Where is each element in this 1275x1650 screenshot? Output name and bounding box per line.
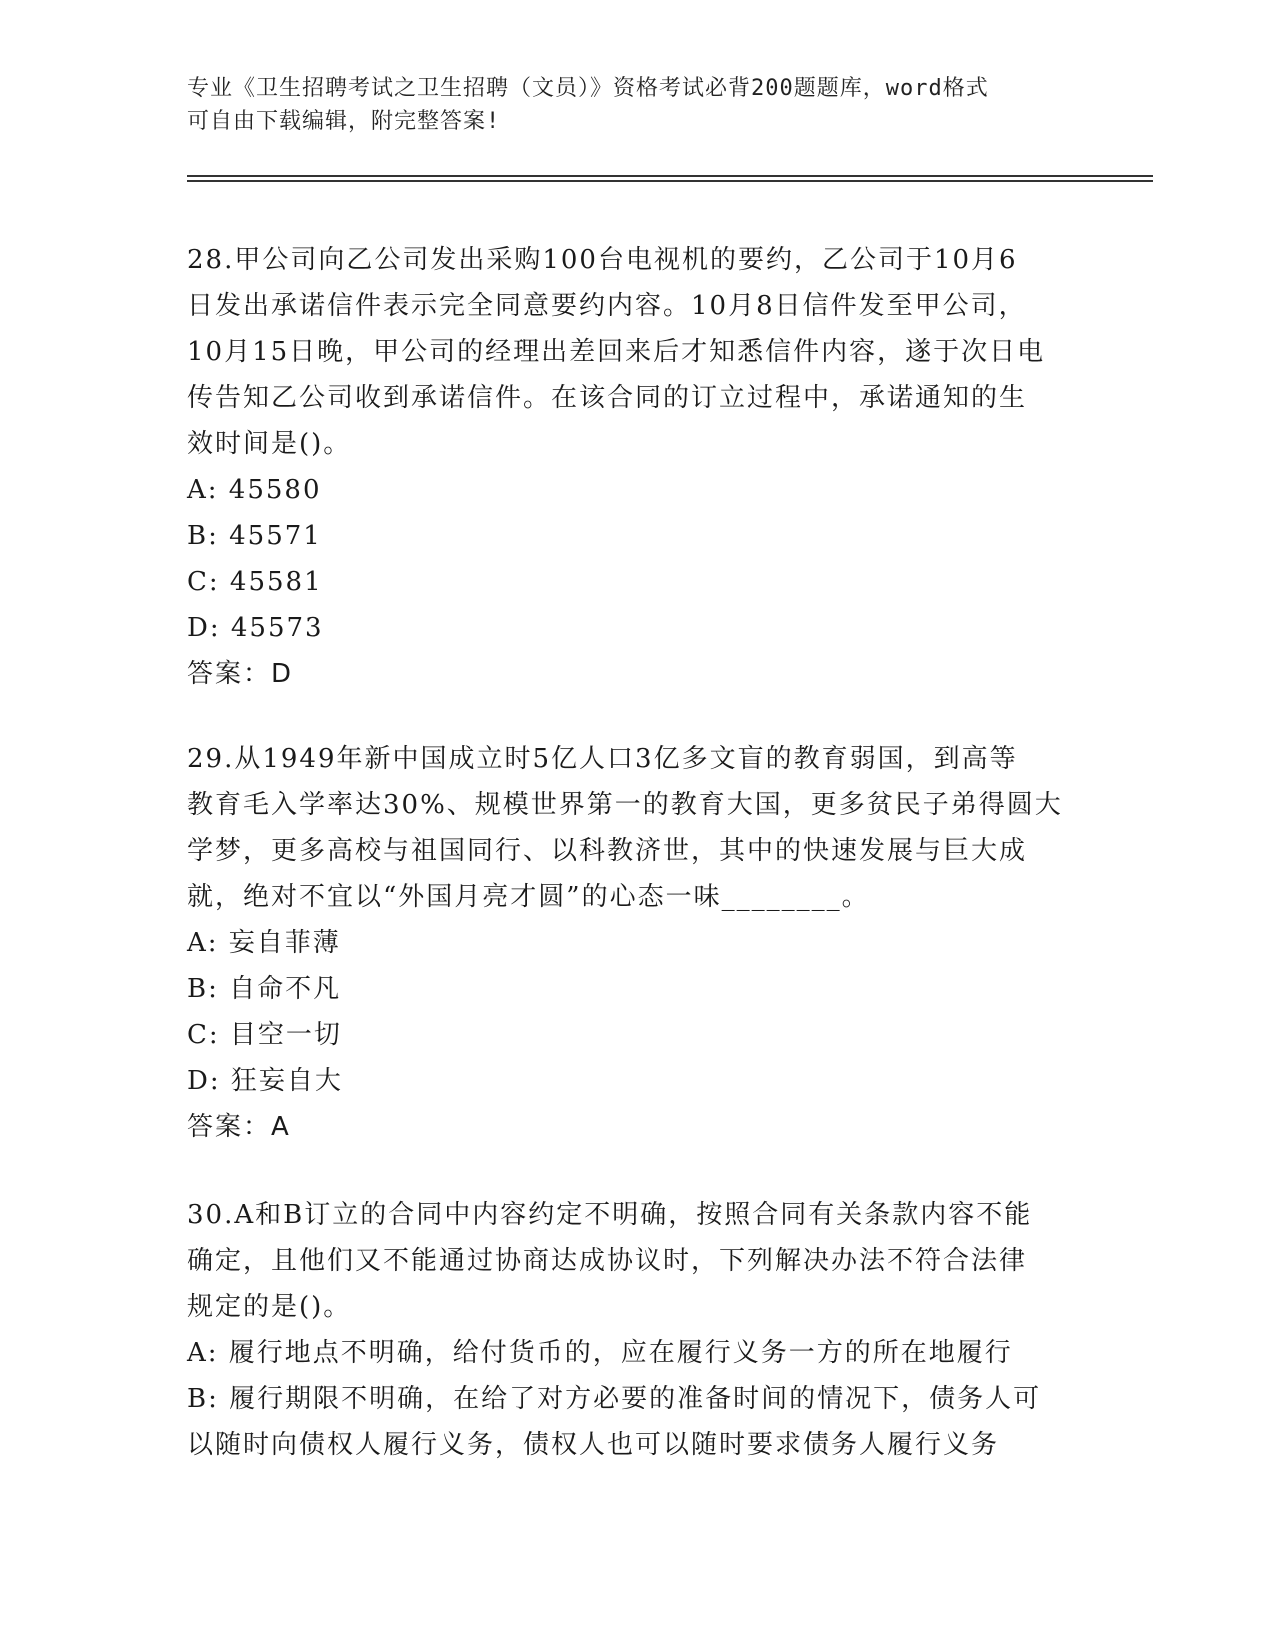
header-divider (187, 180, 1153, 182)
option-d: D: 狂妄自大 (187, 1066, 343, 1096)
answer-line: 答案：D (187, 659, 294, 689)
option-d: D: 45573 (187, 613, 324, 643)
document-header (187, 72, 1087, 138)
option-c: C: 目空一切 (187, 1020, 342, 1050)
option-b: B: 45571 (187, 521, 322, 551)
question-stem-line: 日发出承诺信件表示完全同意要约内容。10月8日信件发至甲公司， (187, 291, 1027, 321)
question-stem-line: 传告知乙公司收到承诺信件。在该合同的订立过程中，承诺通知的生 (187, 383, 1028, 413)
question-stem-line: 10月15日晚，甲公司的经理出差回来后才知悉信件内容，遂于次日电 (187, 337, 1046, 367)
question-stem-line: 教育毛入学率达30%、规模世界第一的教育大国，更多贫民子弟得圆大 (187, 790, 1063, 820)
option-a: A: 45580 (187, 475, 322, 505)
question-stem-line: 就，绝对不宜以“外国月亮才圆”的心态一味________。 (187, 882, 870, 912)
question-stem-line: 28.甲公司向乙公司发出采购100台电视机的要约，乙公司于10月6 (187, 245, 1018, 275)
option-c: C: 45581 (187, 567, 323, 597)
question-29 (187, 736, 1087, 1150)
question-stem-line: 效时间是()。 (187, 429, 352, 459)
question-stem-line: 30.A和B订立的合同中内容约定不明确，按照合同有关条款内容不能 (187, 1200, 1033, 1230)
question-stem-line: 规定的是()。 (187, 1292, 352, 1322)
header-divider (187, 175, 1153, 177)
question-stem-line: 29.从1949年新中国成立时5亿人口3亿多文盲的教育弱国，到高等 (187, 744, 1018, 774)
question-stem-line: 学梦，更多高校与祖国同行、以科教济世，其中的快速发展与巨大成 (187, 836, 1028, 866)
option-b: B: 自命不凡 (187, 974, 342, 1004)
question-30 (187, 1192, 1087, 1468)
header-line-1: 专业《卫生招聘考试之卫生招聘（文员）》资格考试必背200题题库，word格式 (187, 76, 989, 101)
option-b-continued: 以随时向债权人履行义务，债权人也可以随时要求债务人履行义务 (187, 1430, 1000, 1460)
answer-line: 答案：A (187, 1112, 291, 1142)
header-line-2: 可自由下载编辑，附完整答案! (187, 109, 501, 134)
question-28 (187, 237, 1087, 697)
question-stem-line: 确定，且他们又不能通过协商达成协议时，下列解决办法不符合法律 (187, 1246, 1028, 1276)
option-a: A: 妄自菲薄 (187, 928, 341, 958)
option-a: A: 履行地点不明确，给付货币的，应在履行义务一方的所在地履行 (187, 1338, 1013, 1368)
option-b: B: 履行期限不明确，在给了对方必要的准备时间的情况下，债务人可 (187, 1384, 1042, 1414)
